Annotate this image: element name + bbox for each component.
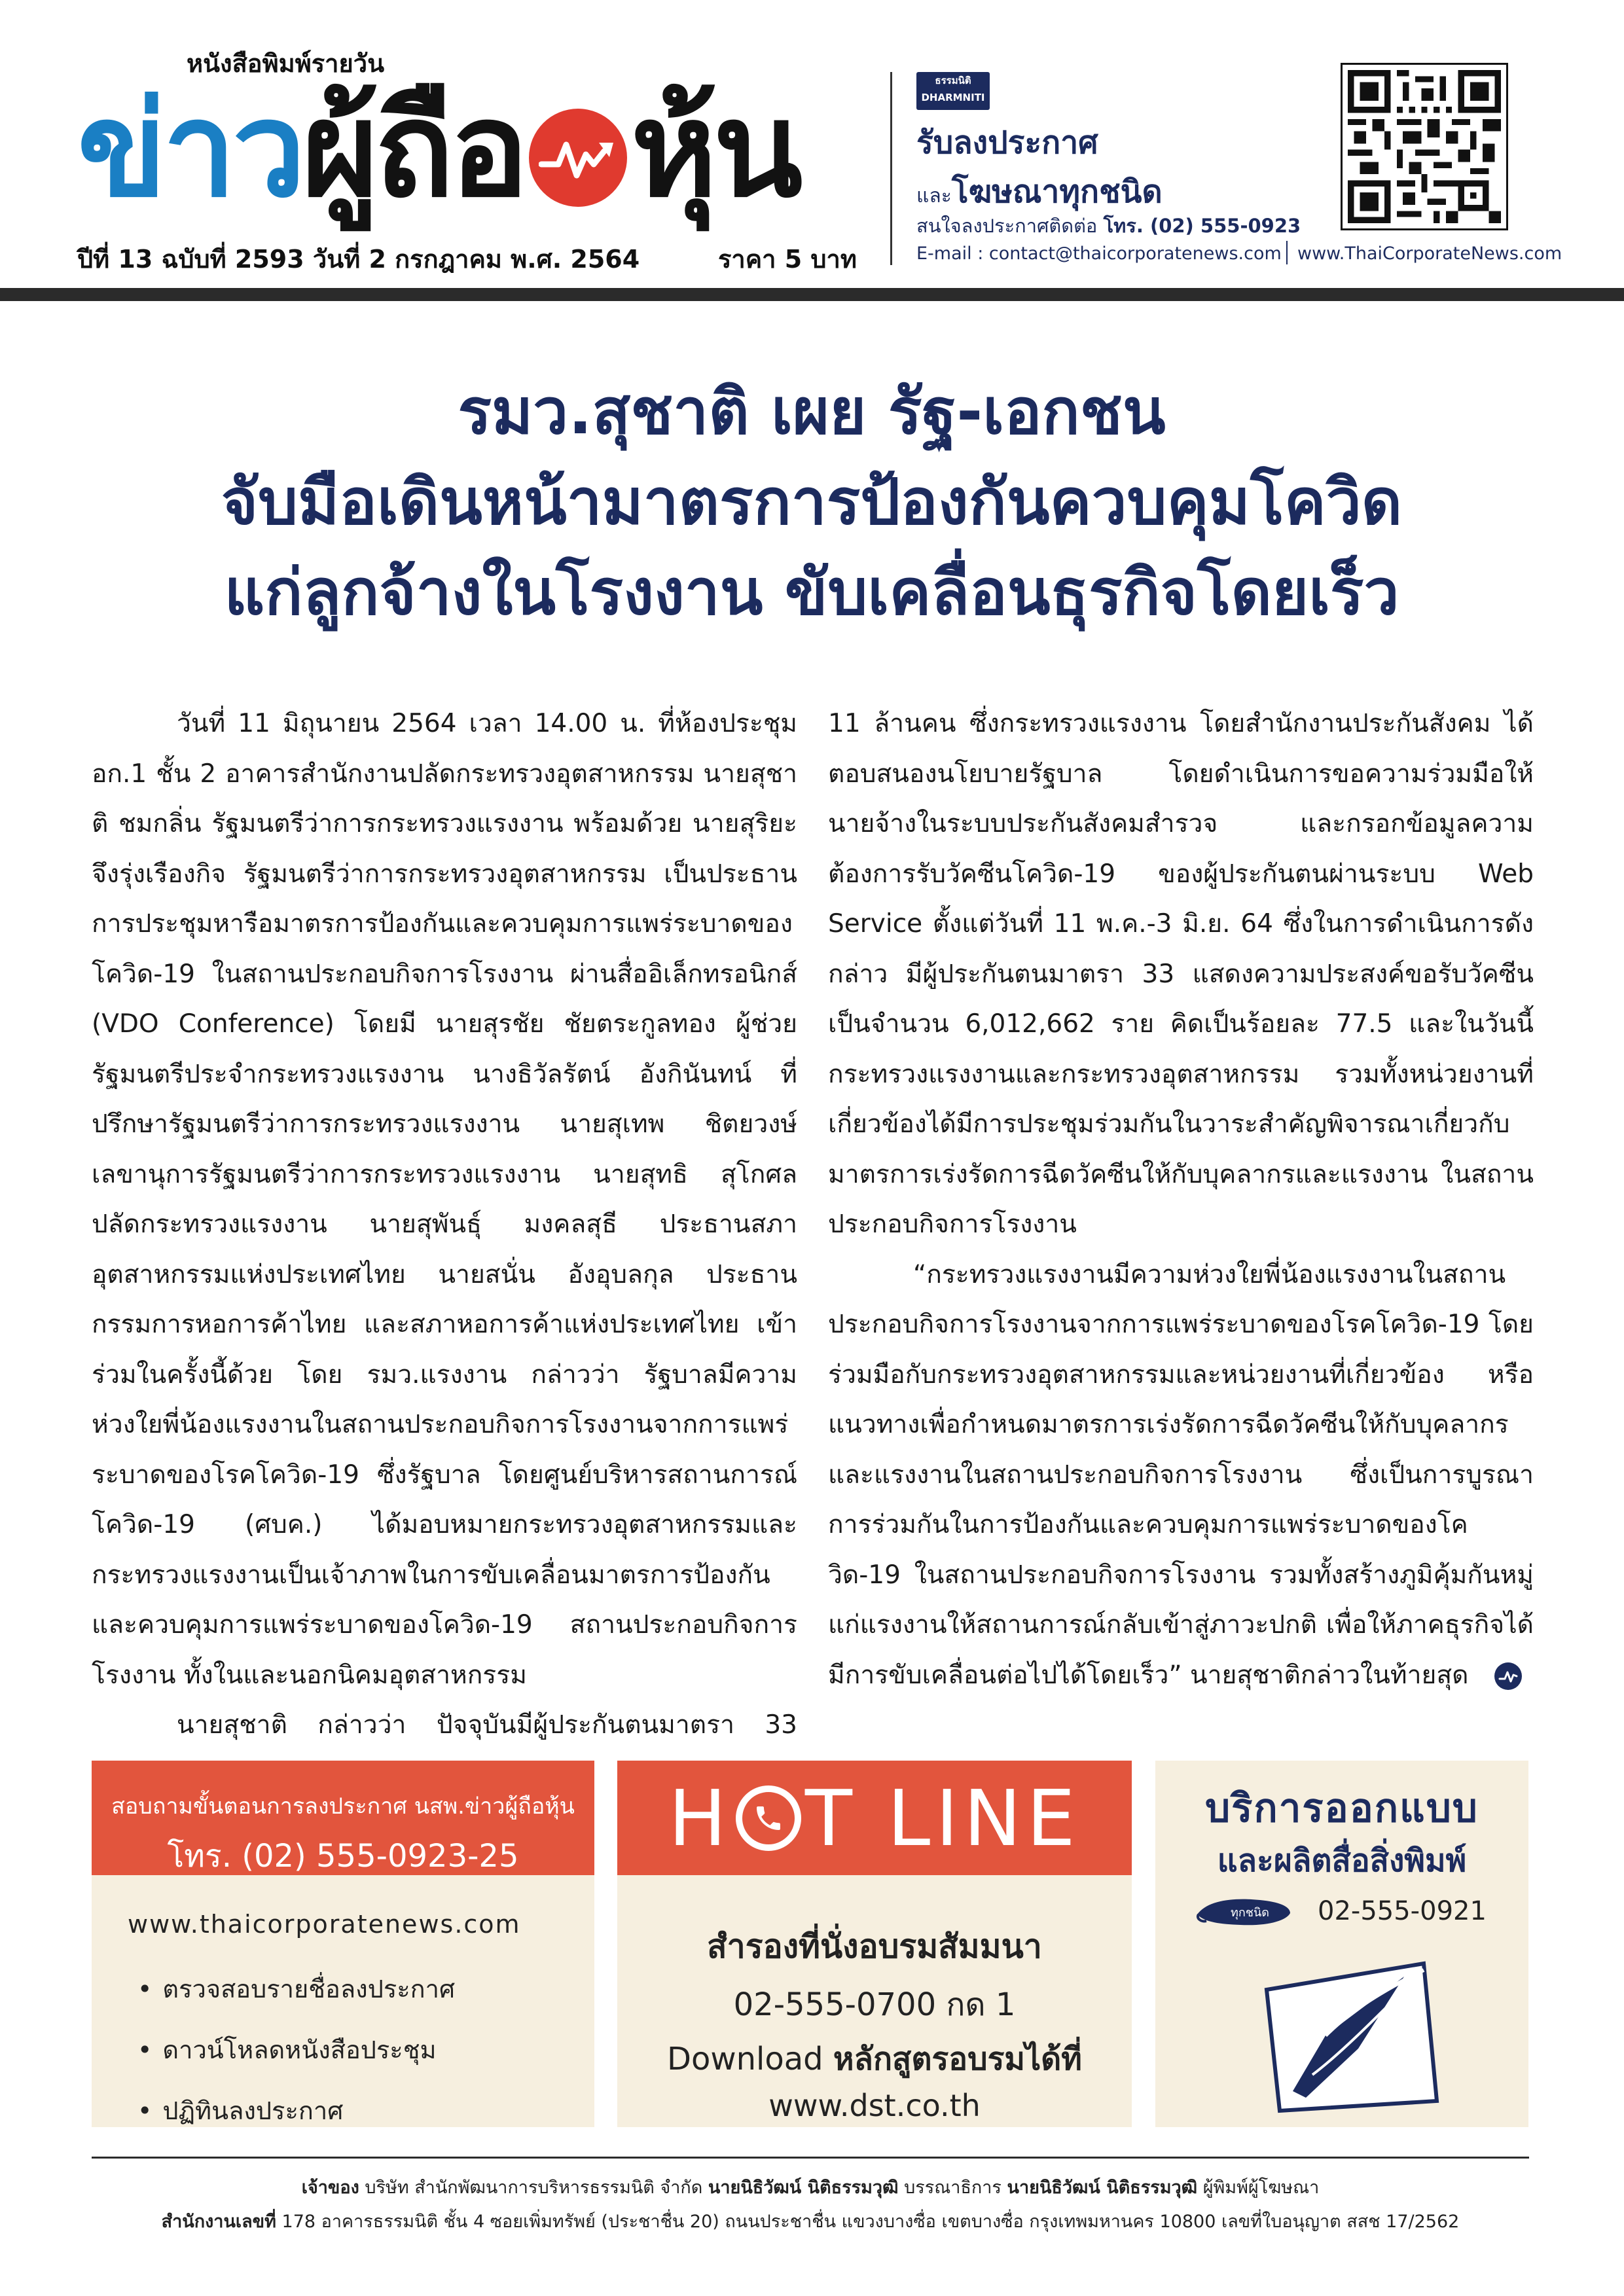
advert-email-link[interactable]: E-mail : contact@thaicorporatenews.com <box>916 243 1282 264</box>
headline-line-2: จับมือเดินหน้ามาตรการป้องกันควบคุมโควิด <box>221 465 1403 539</box>
footer-owner-text: บริษัท สำนักพัฒนาการบริหารธรรมนิติ จำกัด <box>359 2178 708 2198</box>
footer-rule <box>92 2157 1529 2159</box>
hotline-phone[interactable]: 02-555-0700 กด 1 <box>733 1986 1016 2023</box>
badge-english: DHARMNITI <box>921 92 985 103</box>
article-paragraph: นายสุชาติ กล่าวว่า ปัจจุบันมีผู้ประกันตนมาตรา 33 <box>177 1710 797 1740</box>
advert-contact <box>916 211 1301 241</box>
hotline-head-left: H <box>668 1772 732 1863</box>
footer-publisher-label: ผู้พิมพ์ผู้โฆษณา <box>1197 2178 1320 2198</box>
hotline-header <box>617 1761 1132 1875</box>
masthead <box>0 0 1624 295</box>
advert-sub-main: โฆษณาทุกชนิด <box>951 173 1163 210</box>
article-column-right <box>828 699 1534 1700</box>
qr-code-icon[interactable] <box>1341 63 1508 230</box>
logo-text-part1: ข่าว <box>77 74 302 226</box>
announcement-info-box <box>92 1761 594 2127</box>
footer-publisher-name: นายนิธิวัฒน์ นิติธรรมวุฒิ <box>1007 2178 1198 2198</box>
announcement-service-list <box>137 1969 455 2151</box>
footer-editor-label: บรรณาธิการ <box>898 2178 1007 2198</box>
article-column-left <box>92 699 797 1801</box>
article-headline <box>92 367 1532 637</box>
announcement-phone[interactable]: โทร. (02) 555-0923-25 <box>167 1838 519 1874</box>
announcement-box-header <box>92 1761 594 1875</box>
footer-office-line <box>92 2207 1529 2235</box>
advert-separator <box>1286 241 1288 264</box>
newspaper-logo <box>77 52 799 226</box>
advert-sub-prefix: และ <box>916 185 952 207</box>
issue-line: ปีที่ 13 ฉบับที่ 2593 วันที่ 2 กรกฎาคม พ.ศ. 2564 <box>77 245 640 274</box>
design-service-title: บริการออกแบบ <box>1205 1785 1479 1831</box>
advert-contact-prefix: สนใจลงประกาศติดต่อ <box>916 215 1104 237</box>
print-sheet-icon <box>1254 1950 1450 2114</box>
announcement-website-link[interactable]: www.thaicorporatenews.com <box>128 1910 521 1939</box>
advert-subtitle <box>916 167 1163 217</box>
hotline-download-text <box>617 2034 1132 2084</box>
announcement-question: สอบถามขั้นตอนการลงประกาศ นสพ.ข่าวผู้ถือหุ้น <box>111 1793 575 1820</box>
masthead-divider <box>890 72 892 265</box>
phone-icon <box>736 1785 801 1851</box>
brush-label: ทุกชนิด <box>1231 1906 1269 1920</box>
end-mark-icon <box>1494 1662 1522 1690</box>
hotline-box <box>617 1761 1132 2127</box>
footer-editor-name: นายนิธิวัฒน์ นิติธรรมวุฒิ <box>708 2178 899 2198</box>
masthead-rule <box>0 288 1624 301</box>
list-item[interactable]: • ดาวน์โหลดหนังสือประชุม <box>137 2030 455 2070</box>
article-paragraph: วันที่ 11 มิถุนายน 2564 เวลา 14.00 น. ที่ห้องประชุม อก.1 ชั้น 2 อาคารสำนักงานปลัดกระทรวงอุตสาหกรรม นายสุชาติ ชมกลิ่น รัฐมนตรีว่าการกระทรวงแรงงาน พร้อมด้วย นายสุริยะ จึงรุ่งเรืองกิจ รัฐมนตรีว่าการกระทรวงอุตสาหกรรม เป็นประธานการประชุมหารือมาตรการป้องกันและควบคุมการแพร่ระบาดของโควิด-19 ในสถานประกอบกิจการโรงงาน ผ่านสื่ออิเล็กทรอนิกส์ (VDO Conference) โดยมี นายสุรชัย ชัยตระกูลทอง ผู้ช่วยรัฐมนตรีประจำกระทรวงแรงงาน นางธิวัลรัตน์ อังกินันทน์ ที่ปรึกษารัฐมนตรีว่าการกระทรวงแรงงาน นายสุเทพ ชิตยวงษ์ เลขานุการรัฐมนตรีว่าการกระทรวงแรงงาน นายสุทธิ สุโกศล ปลัดกระทรวงแรงงาน นายสุพันธุ์ มงคลสุธี ประธานสภาอุตสาหกรรมแห่งประเทศไทย นายสนั่น อังอุบลกุล ประธานกรรมการหอการค้าไทย และสภาหอการค้าแห่งประเทศไทย เข้าร่วมในครั้งนี้ด้วย โดย รมว.แรงงาน กล่าวว่า รัฐบาลมีความห่วงใยพี่น้องแรงงานในสถานประกอบกิจการโรงงานจากการแพร่ระบาดของโรคโควิด-19 ซึ่งรัฐบาล โดยศูนย์บริหารสถานการณ์โควิด-19 (ศบค.) ได้มอบหมายกระทรวงอุตสาหกรรมและกระทรวงแรงงานเป็นเจ้าภาพในการขับเคลื่อนมาตรการป้องกันและควบคุมการแพร่ระบาดของโควิด-19 สถานประกอบกิจการโรงงาน ทั้งในและนอกนิคมอุตสาหกรรม <box>92 709 797 1690</box>
footer-owner-line <box>92 2173 1529 2201</box>
pulse-icon <box>529 109 627 207</box>
footer-office-label: สำนักงานเลขที่ <box>161 2212 276 2232</box>
design-service-subtitle: และผลิตสื่อสิ่งพิมพ์ <box>1217 1842 1467 1879</box>
newspaper-tagline: หนังสือพิมพ์รายวัน <box>187 49 385 78</box>
logo-text-part2: ผู้ถือ <box>302 74 525 226</box>
issue-price: ราคา 5 บาท <box>718 245 857 274</box>
hotline-seminar-booking: สำรองที่นั่งอบรมสัมมนา <box>707 1928 1042 1965</box>
hotline-download-bold: หลักสูตรอบรมได้ที่ <box>833 2041 1082 2077</box>
article-paragraph: 11 ล้านคน ซึ่งกระทรวงแรงงาน โดยสำนักงานประกันสังคม ได้ตอบสนองนโยบายรัฐบาล โดยดำเนินการขอความร่วมมือให้นายจ้างในระบบประกันสังคมสำรวจ และกรอกข้อมูลความต้องการรับวัคซีนโควิด-19 ของผู้ประกันตนผ่านระบบ Web Service ตั้งแต่วันที่ 11 พ.ค.-3 มิ.ย. 64 ซึ่งในการดำเนินการดังกล่าว มีผู้ประกันตนมาตรา 33 แสดงความประสงค์ขอรับวัคซีน เป็นจำนวน 6,012,662 ราย คิดเป็นร้อยละ 77.5 และในวันนี้กระทรวงแรงงานและกระทรวงอุตสาหกรรม รวมทั้งหน่วยงานที่เกี่ยวข้องได้มีการประชุมร่วมกันในวาระสำคัญพิจารณาเกี่ยวกับมาตรการเร่งรัดการฉีดวัคซีนให้กับบุคลากรและแรงงาน ในสถานประกอบกิจการโรงงาน <box>828 709 1534 1239</box>
list-item[interactable]: • ปฏิทินลงประกาศ <box>137 2090 455 2130</box>
footer-owner-label: เจ้าของ <box>301 2178 359 2198</box>
design-service-phone[interactable]: 02-555-0921 <box>1318 1896 1487 1926</box>
advert-website-link[interactable]: www.ThaiCorporateNews.com <box>1297 243 1562 264</box>
headline-line-1: รมว.สุชาติ เผย รัฐ-เอกชน <box>458 375 1166 448</box>
article-paragraph <box>828 1250 1534 1701</box>
badge-thai: ธรรมนิติ <box>935 75 971 86</box>
article-quote: “กระทรวงแรงงานมีความห่วงใยพี่น้องแรงงานในสถานประกอบกิจการโรงงานจากการแพร่ระบาดของโรคโควิด-19 โดยร่วมมือกับกระทรวงอุตสาหกรรมและหน่วยงานที่เกี่ยวข้อง หรือแนวทางเพื่อกำหนดมาตรการเร่งรัดการฉีดวัคซีนให้กับบุคลากรและแรงงานในสถานประกอบกิจการโรงงาน ซึ่งเป็นการบูรณาการร่วมกันในการป้องกันและควบคุมการแพร่ระบาดของโควิด-19 ในสถานประกอบกิจการโรงงาน รวมทั้งสร้างภูมิคุ้มกันหมู่แก่แรงงานให้สถานการณ์กลับเข้าสู่ภาวะปกติ เพื่อให้ภาคธุรกิจได้มีการขับเคลื่อนต่อไปได้โดยเร็ว” นายสุชาติกล่าวในท้ายสุด <box>828 1259 1534 1690</box>
advert-title: รับลงประกาศ <box>916 124 1098 161</box>
footer-office-text: 178 อาคารธรรมนิติ ชั้น 4 ซอยเพิ่มทรัพย์ (ประชาชื่น 20) ถนนประชาชื่น แขวงบางซื่อ เขตบางซื่อ กรุงเทพมหานคร 10800 เลขที่ใบอนุญาต สสช 17/2562 <box>276 2212 1460 2232</box>
dharmniti-badge <box>916 72 990 110</box>
logo-text-part3: หุ้น <box>630 74 799 226</box>
hotline-head-right: T LINE <box>804 1772 1081 1863</box>
hotline-download-prefix: Download <box>667 2041 833 2077</box>
headline-line-3: แก่ลูกจ้างในโรงงาน ขับเคลื่อนธุรกิจโดยเร็ว <box>224 556 1399 629</box>
list-item[interactable]: • ตรวจสอบรายชื่อลงประกาศ <box>137 1969 455 2009</box>
design-service-box <box>1155 1761 1528 2127</box>
hotline-website-link[interactable]: www.dst.co.th <box>768 2088 981 2123</box>
advert-contact-phone: โทร. (02) 555-0923 <box>1103 215 1301 237</box>
